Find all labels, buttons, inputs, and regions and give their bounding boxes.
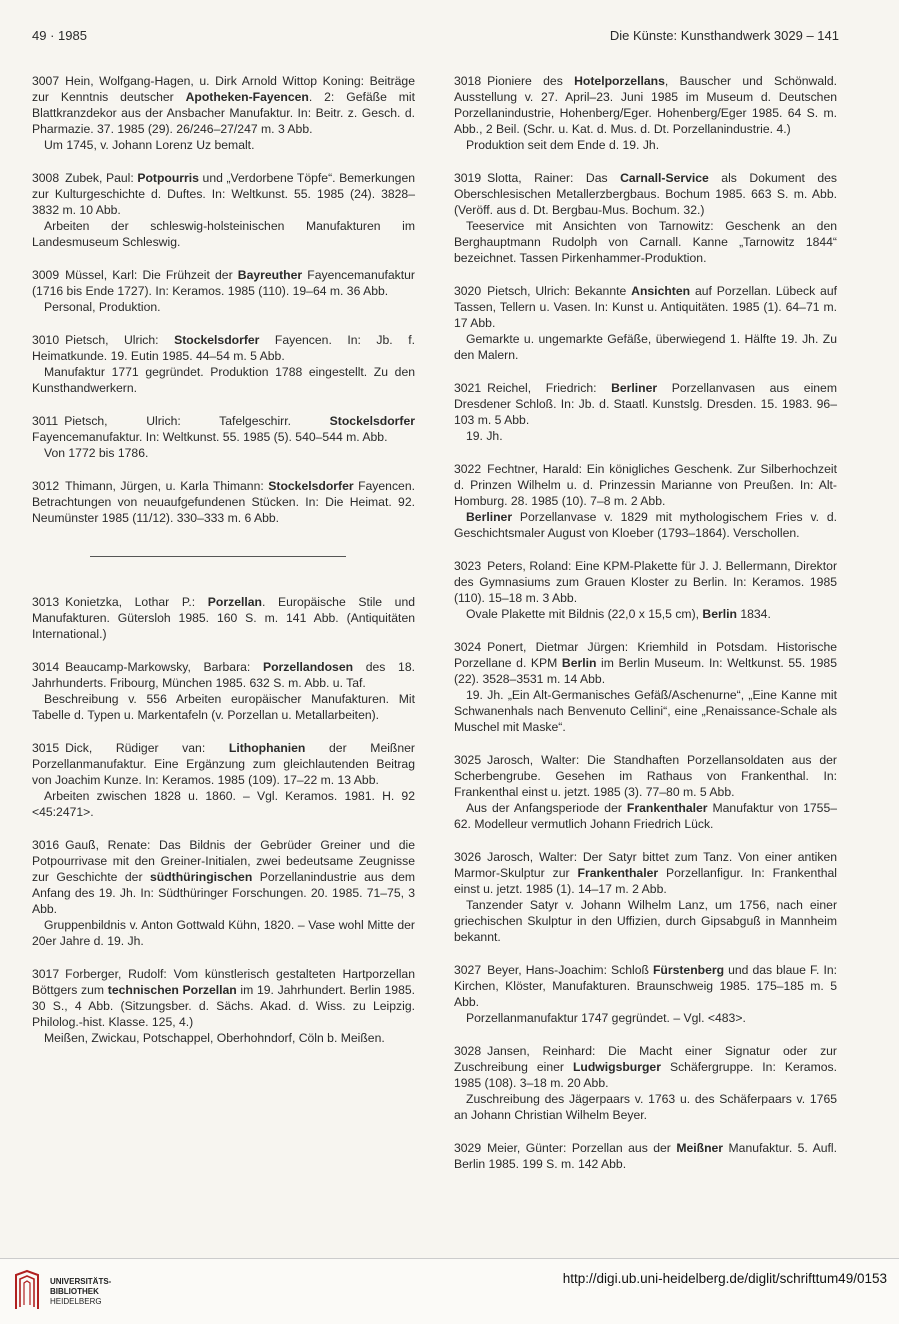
entry-text: Jansen, Reinhard: Die Macht einer Signatur oder zur Zuschreibung einer: [454, 1044, 837, 1074]
entry-annotation: [454, 897, 837, 945]
entry-note-text: Aus der Anfangsperiode der: [466, 801, 627, 815]
bibliography-entry: [454, 558, 837, 622]
entry-number: 3009: [32, 268, 60, 282]
bibliography-entry: [32, 594, 415, 642]
page-footer: [0, 1258, 899, 1324]
bibliography-entry: [454, 380, 837, 444]
entry-keyword: Berliner: [611, 381, 658, 395]
entry-number: 3015: [32, 741, 60, 755]
entry-annotation: [454, 331, 837, 363]
entry-keyword: Porzellan: [207, 595, 262, 609]
entry-text: Jarosch, Walter: Der Satyr bittet zum Tanz. Von einer antiken Marmor-Skulptur zur: [454, 850, 837, 880]
entry-annotation: [32, 137, 415, 153]
entry-keyword: Berlin: [561, 656, 597, 670]
entry-annotation: [32, 445, 415, 461]
entry-keyword: Fürstenberg: [652, 963, 725, 977]
entry-keyword: Stockelsdorfer: [174, 333, 260, 347]
entry-text: Beyer, Hans-Joachim: Schloß: [487, 963, 653, 977]
entry-text: Fayencemanufaktur (1716 bis Ende 1727). In: Keramos. 1985 (110). 19–64 m. 36 Abb.: [32, 268, 415, 298]
source-url[interactable]: http://digi.ub.uni-heidelberg.de/diglit/schrifttum49/0153: [562, 1271, 887, 1286]
entry-note-text: Zuschreibung des Jägerpaars v. 1763 u. des Schäferpaars v. 1765 an Johann Christian Wilhelm Beyer.: [454, 1092, 837, 1122]
entry-keyword: Lithophanien: [228, 741, 306, 755]
entry-number: 3024: [454, 640, 482, 654]
section-divider: [90, 556, 346, 557]
bibliography-entry: [454, 962, 837, 1026]
entry-note-text: Von 1772 bis 1786.: [44, 446, 149, 460]
entry-text: Ponert, Dietmar Jürgen: Kriemhild in Potsdam. Historische Porzellane d. KPM: [454, 640, 837, 670]
entry-keyword: südthüringischen: [150, 870, 253, 884]
entry-text: Pietsch, Ulrich:: [65, 333, 175, 347]
entry-number: 3012: [32, 479, 60, 493]
entry-text: und „Verdorbene Töpfe“. Bemerkungen zur Kulturgeschichte d. Duftes. In: Weltkunst. 55. 1985 (24). 3828–3832 m. 10 Abb.: [32, 171, 415, 217]
entry-text: Gauß, Renate: Das Bildnis der Gebrüder Greiner und die Potpourrivase mit den Greiner-Initialen, zwei bedeutsame Zeugnisse zur Geschichte der: [32, 838, 415, 884]
left-column: [32, 73, 415, 1063]
entry-keyword: Bayreuther: [237, 268, 303, 282]
entry-annotation: [454, 137, 837, 153]
entry-text: und das blaue F. In: Kirchen, Klöster, Manufakturen. Braunschweig 1985. 175–185 m. 5 Abb.: [454, 963, 837, 1009]
entry-number: 3020: [454, 284, 482, 298]
bibliography-entry: [454, 1140, 837, 1172]
entry-annotation: [454, 218, 837, 266]
entry-note-text: Produktion seit dem Ende d. 19. Jh.: [466, 138, 660, 152]
entry-annotation: [454, 428, 837, 444]
entry-number: 3025: [454, 753, 482, 767]
right-column: [454, 73, 837, 1189]
entry-text: Manufaktur. 5. Aufl. Berlin 1985. 199 S. m. 142 Abb.: [454, 1141, 837, 1171]
bibliography-entry: [32, 170, 415, 250]
entry-number: 3017: [32, 967, 60, 981]
bibliography-entry: [454, 639, 837, 735]
bibliography-entry: [454, 849, 837, 945]
entry-annotation: [454, 1091, 837, 1123]
header-left: 49 · 1985: [32, 28, 87, 43]
bibliography-entry: [32, 740, 415, 820]
entry-keyword: Porzellandosen: [262, 660, 354, 674]
entry-keyword: Hotelporzellans: [574, 74, 665, 88]
entry-text: Porzellanindustrie aus dem Anfang des 19. Jh. In: Südthüringer Forschungen. 20. 1985. 71–75, 3 Abb.: [32, 870, 415, 916]
entry-annotation: [32, 364, 415, 396]
bibliography-entry: [32, 478, 415, 526]
entry-note-text: Tanzender Satyr v. Johann Wilhelm Lanz, um 1756, nach einer griechischen Skulptur in den Uffizien, durch Gipsabguß in Mannheim bekannt.: [454, 898, 837, 944]
entry-note-text: Ovale Plakette mit Bildnis (22,0 x 15,5 cm),: [466, 607, 703, 621]
entry-annotation: [32, 788, 415, 820]
entry-number: 3008: [32, 171, 60, 185]
bibliography-entry: [32, 73, 415, 153]
bibliography-entry: [454, 170, 837, 266]
entry-note-text: Personal, Produktion.: [44, 300, 161, 314]
entry-number: 3026: [454, 850, 482, 864]
entry-annotation: [32, 218, 415, 250]
entry-number: 3007: [32, 74, 60, 88]
entry-text: Fayencemanufaktur. In: Weltkunst. 55. 1985 (5). 540–544 m. Abb.: [32, 430, 388, 444]
bibliography-entry: [454, 73, 837, 153]
entry-text: im 19. Jahrhundert. Berlin 1985. 30 S., 4 Abb. (Sitzungsber. d. Sächs. Akad. d. Wiss. zu Leipzig. Philolog.-hist. Klasse. 125, 4.): [32, 983, 416, 1029]
entry-note-text: Manufaktur 1771 gegründet. Produktion 1788 eingestellt. Zu den Kunsthandwerkern.: [32, 365, 415, 395]
page-header: [32, 28, 839, 48]
entry-text: Pietsch, Ulrich: Tafelgeschirr.: [64, 414, 330, 428]
entry-note-text: Porzellanmanufaktur 1747 gegründet. – Vgl. <483>.: [466, 1011, 746, 1025]
entry-text: Beaucamp-Markowsky, Barbara:: [65, 660, 263, 674]
bibliography-entry: [454, 283, 837, 363]
entry-text: Pioniere des: [487, 74, 575, 88]
entry-text: Pietsch, Ulrich: Bekannte: [487, 284, 632, 298]
entry-keyword: Ludwigsburger: [572, 1060, 661, 1074]
entry-text: des 18. Jahrhunderts. Fribourg, München 1985. 632 S. m. Abb. u. Taf.: [32, 660, 415, 690]
entry-keyword: Stockelsdorfer: [268, 479, 354, 493]
entry-keyword: Berliner: [466, 510, 513, 524]
bibliography-entry: [32, 966, 415, 1046]
entry-text: Fayencen. Betrachtungen von neuaufgefundenen Stücken. In: Die Heimat. 92. Neumünster 1985 (11/12). 330–333 m. 6 Abb.: [32, 479, 415, 525]
entry-text: . Europäische Stile und Manufakturen. Gütersloh 1985. 160 S. m. 141 Abb. (Antiquitäten International.): [32, 595, 416, 641]
entry-text: Fayencen. In: Jb. f. Heimatkunde. 19. Eutin 1985. 44–54 m. 5 Abb.: [32, 333, 415, 363]
entry-note-text: Manufaktur von 1755–62. Modelleur vermutlich Johann Friedrich Lück.: [454, 801, 837, 831]
entry-annotation: [454, 509, 837, 541]
library-logo-text: UNIVERSITÄTS- BIBLIOTHEK HEIDELBERG: [50, 1277, 112, 1306]
entry-note-text: 19. Jh. „Ein Alt-Germanisches Gefäß/Aschenurne“, „Eine Kanne mit Schwanenhals nach Benvenuto Cellini“, eine „Renaissance-Schale als Muschel mit Maske“.: [454, 688, 837, 734]
entry-note-text: Teeservice mit Ansichten von Tarnowitz: Geschenk an den Berghauptmann Rudolph von Carnall. Kanne „Tarnowitz 1844“ bezeichnet. Tassen Pirkenhammer-Produktion.: [454, 219, 837, 265]
entry-text: Fechtner, Harald: Ein königliches Geschenk. Zur Silberhochzeit d. Prinzen Wilhelm u. d. Prinzessin Marianne von Preußen. In: Alt-Homburg. 28. 1985 (10). 7–8 m. 2 Abb.: [454, 462, 837, 508]
entry-text: Forberger, Rudolf: Vom künstlerisch gestalteten Hartporzellan Böttgers zum: [32, 967, 415, 997]
entry-number: 3029: [454, 1141, 482, 1155]
entry-text: . 2: Gefäße mit Blattkranzdekor aus der Ansbacher Manufaktur. In: Beitr. z. Gesch. d. Pharmazie. 37. 1985 (29). 26/246–27/247 m. 3 Abb.: [32, 90, 415, 136]
entry-number: 3014: [32, 660, 60, 674]
entry-note-text: Beschreibung v. 556 Arbeiten europäischer Manufakturen. Mit Tabelle d. Typen u. Markentafeln (v. Porzellan u. Metallarbeiten).: [32, 692, 415, 722]
header-right: Die Künste: Kunsthandwerk 3029 – 141: [609, 28, 839, 43]
entry-note-text: Um 1745, v. Johann Lorenz Uz bemalt.: [44, 138, 255, 152]
entry-text: Porzellanfigur. In: Frankenthal einst u. jetzt. 1985 (1). 14–17 m. 2 Abb.: [454, 866, 837, 896]
bibliography-entry: [454, 461, 837, 541]
entry-annotation: [32, 917, 415, 949]
entry-text: im Berlin Museum. In: Weltkunst. 55. 1985 (22). 3528–3531 m. 14 Abb.: [454, 656, 837, 686]
entry-number: 3018: [454, 74, 482, 88]
entry-number: 3022: [454, 462, 482, 476]
entry-keyword: Ansichten: [631, 284, 691, 298]
bibliography-entry: [32, 659, 415, 723]
bibliography-entry: [32, 267, 415, 315]
bibliography-entry: [32, 332, 415, 396]
entry-text: der Meißner Porzellanmanufaktur. Eine Ergänzung zum gleichlautenden Beitrag von Joachim Kunze. In: Keramos. 1985 (109). 17–22 m. 13 Abb.: [32, 741, 415, 787]
entry-number: 3021: [454, 381, 482, 395]
entry-note-text: Porzellanvase v. 1829 mit mythologischem Fries v. d. Geschichtsmaler August von Kloeber (1793–1864). Verschollen.: [454, 510, 837, 540]
entry-annotation: [454, 1010, 837, 1026]
entry-text: Reichel, Friedrich:: [487, 381, 612, 395]
entry-keyword: Stockelsdorfer: [329, 414, 415, 428]
bibliography-entry: [32, 837, 415, 949]
entry-annotation: [32, 691, 415, 723]
entry-keyword: Frankenthaler: [577, 866, 659, 880]
bibliography-entry: [32, 413, 415, 461]
entry-text: Jarosch, Walter: Die Standhaften Porzellansoldaten aus der Scherbengrube. Gesehen im Rathaus von Frankenthal. In: Frankenthal einst u. jetzt. 1985 (3). 77–80 m. 5 Abb.: [454, 753, 837, 799]
entry-number: 3027: [454, 963, 482, 977]
entry-note-text: 1834.: [736, 607, 771, 621]
entry-keyword: Potpourris: [137, 171, 199, 185]
entry-keyword: technischen Porzellan: [107, 983, 237, 997]
entry-annotation: [32, 299, 415, 315]
entry-note-text: Meißen, Zwickau, Potschappel, Oberhohndorf, Cöln b. Meißen.: [44, 1031, 385, 1045]
entry-text: Müssel, Karl: Die Frühzeit der: [65, 268, 238, 282]
entry-text: auf Porzellan. Lübeck auf Tassen, Tellern u. Vasen. In: Kunst u. Antiquitäten. 1985 (1). 64–71 m. 17 Abb.: [454, 284, 837, 330]
entry-number: 3023: [454, 559, 482, 573]
entry-note-text: Arbeiten der schleswig-holsteinischen Manufakturen im Landesmuseum Schleswig.: [32, 219, 415, 249]
entry-note-text: Arbeiten zwischen 1828 u. 1860. – Vgl. Keramos. 1981. H. 92 <45:2471>.: [32, 789, 415, 819]
entry-text: Schäfergruppe. In: Keramos. 1985 (108). 3–18 m. 20 Abb.: [454, 1060, 837, 1090]
entry-note-text: Gemarkte u. ungemarkte Gefäße, überwiegend 1. Hälfte 19. Jh. Zu den Malern.: [454, 332, 837, 362]
entry-keyword: Berlin: [702, 607, 737, 621]
entry-number: 3028: [454, 1044, 482, 1058]
entry-text: Slotta, Rainer: Das: [487, 171, 621, 185]
entry-text: Dick, Rüdiger van:: [65, 741, 229, 755]
entry-keyword: Meißner: [676, 1141, 724, 1155]
library-logo-icon: [12, 1269, 42, 1311]
entry-number: 3016: [32, 838, 60, 852]
entry-text: als Dokument des Oberschlesischen Metallerzbergbaus. Bochum 1985. 663 S. m. Abb. (Veröff. aus d. Dt. Bergbau-Mus. Bochum. 32.): [454, 171, 838, 217]
entry-annotation: [454, 606, 837, 622]
entry-number: 3013: [32, 595, 60, 609]
entry-note-text: Gruppenbildnis v. Anton Gottwald Kühn, 1820. – Vase wohl Mitte der 20er Jahre d. 19. Jh.: [32, 918, 415, 948]
entry-text: , Bauscher und Schönwald. Ausstellung v. 27. April–23. Juni 1985 im Museum d. Deutschen Porzellanindustrie, Hohenberg/Eger. Hohenberg/Eger 1985. 64 S. m. Abb., 2 Beil. (Schr. u. Kat. d. Mus. d. Dt. Porzellanindustrie. 4.): [454, 74, 837, 136]
entry-text: Zubek, Paul:: [65, 171, 138, 185]
entry-keyword: Apotheken-Fayencen: [185, 90, 309, 104]
entry-annotation: [32, 1030, 415, 1046]
entry-text: Konietzka, Lothar P.:: [65, 595, 208, 609]
entry-text: Peters, Roland: Eine KPM-Plakette für J. J. Bellermann, Direktor des Gymnasiums zum Grauen Kloster zu Berlin. In: Keramos. 1985 (110). 15–18 m. 3 Abb.: [454, 559, 837, 605]
entry-number: 3019: [454, 171, 482, 185]
entry-keyword: Frankenthaler: [626, 801, 708, 815]
entry-text: Thimann, Jürgen, u. Karla Thimann:: [65, 479, 269, 493]
entry-note-text: 19. Jh.: [466, 429, 503, 443]
entry-text: Porzellanvasen aus einem Dresdener Schloß. In: Jb. d. Staatl. Kunstslg. Dresden. 15. 1983. 96–103 m. 5 Abb.: [454, 381, 837, 427]
bibliography-entry: [454, 752, 837, 832]
entry-keyword: Carnall-Service: [620, 171, 709, 185]
entry-number: 3011: [32, 414, 59, 428]
entry-annotation: [454, 800, 837, 832]
entry-annotation: [454, 687, 837, 735]
bibliography-entry: [454, 1043, 837, 1123]
entry-text: Meier, Günter: Porzellan aus der: [487, 1141, 677, 1155]
entry-text: Hein, Wolfgang-Hagen, u. Dirk Arnold Wittop Koning: Beiträge zur Kenntnis deutscher: [32, 74, 415, 104]
entry-number: 3010: [32, 333, 60, 347]
